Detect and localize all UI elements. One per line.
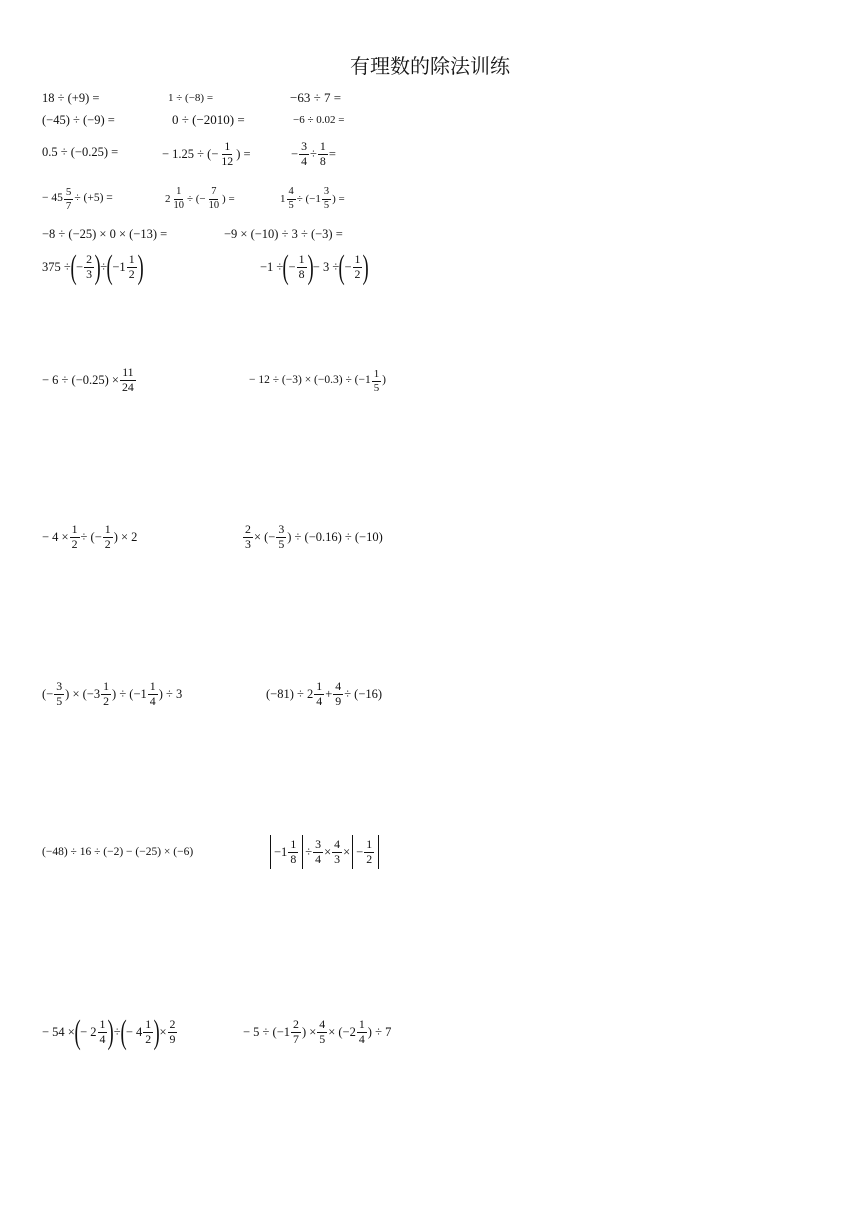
fraction: [318, 140, 328, 168]
denominator: 10: [208, 199, 220, 211]
denominator: 2: [366, 851, 373, 866]
numerator: 1: [319, 138, 326, 153]
expr-text: −: [344, 259, 352, 274]
denominator: 10: [173, 199, 184, 211]
fraction: [372, 368, 381, 394]
left-paren: (: [106, 248, 113, 286]
expr-text: ÷ (−: [80, 529, 102, 544]
fraction: [148, 680, 158, 708]
left-paren: (: [338, 248, 345, 286]
problem-12: [243, 1014, 391, 1050]
page-title: 有理数的除法训练: [350, 54, 510, 78]
numerator: 1: [298, 251, 305, 266]
problem-8: [266, 677, 382, 711]
exercise-1: 18 ÷ (+9) =: [42, 91, 100, 105]
expr-text: 2: [165, 192, 171, 205]
denominator: 24: [121, 379, 134, 394]
left-paren: (: [282, 248, 290, 286]
expr-text: −1: [274, 844, 288, 859]
expr-text: ) ÷ (−0.16) ÷ (−10): [287, 529, 383, 544]
exercise-7: 0.5 ÷ (−0.25) =: [42, 145, 119, 159]
right-paren: ): [307, 248, 314, 286]
expr-text: ÷: [100, 259, 108, 274]
denominator: 2: [71, 536, 78, 551]
fraction: [172, 186, 186, 211]
expr-text: − 54 ×: [42, 1024, 75, 1039]
fraction: [288, 838, 298, 866]
expr-text: −: [288, 259, 296, 274]
denominator: 9: [335, 693, 342, 708]
fraction: [332, 838, 342, 866]
expr-text: − 2: [80, 1024, 97, 1039]
numerator: 1: [103, 678, 110, 693]
fraction: [357, 1018, 367, 1046]
expr-text: ) =: [222, 192, 235, 205]
fraction: [314, 680, 324, 708]
exercise-5: 0 ÷ (−2010) =: [172, 112, 245, 127]
problem-10: [268, 834, 381, 870]
fraction: [127, 253, 137, 281]
exercise-4: (−45) ÷ (−9) =: [42, 113, 115, 127]
denominator: 8: [319, 153, 326, 168]
expr-text: ÷ (+5) =: [74, 192, 113, 205]
denominator: 2: [104, 536, 111, 551]
denominator: 4: [316, 693, 323, 708]
problem-1: [42, 248, 143, 286]
numerator: 1: [224, 138, 231, 153]
denominator: 8: [298, 266, 305, 281]
denominator: 2: [145, 1031, 152, 1046]
expr-text: − 6 ÷ (−0.25) ×: [42, 372, 119, 387]
fraction: [84, 253, 94, 281]
denominator: 2: [103, 693, 110, 708]
denominator: 3: [334, 851, 341, 866]
exercise-6: −6 ÷ 0.02 =: [293, 114, 345, 126]
fraction: [313, 838, 323, 866]
problem-2: [260, 248, 369, 286]
numerator: 1: [71, 521, 78, 536]
denominator: 5: [288, 199, 294, 211]
left-paren: (: [120, 1013, 127, 1051]
numerator: 11: [122, 364, 134, 379]
numerator: 7: [209, 186, 218, 199]
expr-text: ) × 2: [113, 529, 138, 544]
expr-text: −: [291, 146, 299, 161]
expr-text: − 5 ÷ (−1: [243, 1024, 290, 1039]
problem-9: (−48) ÷ 16 ÷ (−2) − (−25) × (−6): [42, 846, 194, 858]
expr-text: − 4: [125, 1024, 143, 1039]
numerator: 1: [290, 836, 297, 851]
fraction: [243, 523, 253, 551]
absolute-value: [270, 835, 303, 869]
right-paren: ): [137, 248, 144, 286]
fraction: [317, 1018, 327, 1046]
numerator: 3: [301, 138, 307, 153]
exercise-12: [280, 183, 345, 215]
expr-text: ) =: [332, 192, 345, 205]
fraction: [207, 186, 221, 211]
exercise-13: −8 ÷ (−25) × 0 × (−13) =: [42, 227, 168, 241]
fraction: [143, 1018, 153, 1046]
numerator: 2: [293, 1016, 299, 1031]
fraction: [101, 680, 111, 708]
numerator: 1: [145, 1016, 152, 1031]
expr-text: ÷ (−1: [296, 192, 321, 205]
right-paren: ): [108, 1013, 115, 1051]
expr-text: ÷: [305, 844, 313, 859]
expr-text: ÷: [310, 146, 317, 161]
fraction: [322, 186, 331, 211]
numerator: 4: [287, 186, 296, 199]
numerator: 1: [99, 1016, 106, 1031]
numerator: 1: [366, 836, 373, 851]
expr-text: 375 ÷: [42, 259, 71, 274]
numerator: 1: [358, 1016, 365, 1031]
fraction: [98, 1018, 108, 1046]
expr-text: =: [328, 146, 336, 161]
problem-4: [249, 365, 386, 397]
fraction: [287, 186, 296, 211]
expr-text: ) ÷ 3: [158, 686, 183, 701]
denominator: 5: [278, 536, 285, 551]
fraction: [120, 366, 136, 394]
exercise-11: [165, 183, 235, 215]
denominator: 4: [358, 1031, 365, 1046]
expr-text: −: [76, 259, 84, 274]
problem-3: [42, 362, 137, 398]
expr-text: ×: [159, 1024, 167, 1039]
right-paren: ): [94, 248, 101, 286]
right-paren: ): [153, 1013, 160, 1051]
fraction: [333, 680, 343, 708]
expr-text: ÷ (−: [186, 192, 206, 205]
expr-text: − 12 ÷ (−3) × (−0.3) ÷ (−1: [249, 374, 371, 387]
fraction: [276, 523, 286, 551]
numerator: 1: [128, 251, 135, 266]
denominator: 4: [315, 851, 322, 866]
fraction: [297, 253, 307, 281]
expr-text: ) × (−3: [65, 686, 101, 701]
denominator: 2: [128, 266, 135, 281]
left-paren: (: [70, 248, 77, 286]
denominator: 7: [65, 199, 72, 212]
fraction: [64, 186, 73, 212]
numerator: 3: [322, 186, 331, 199]
expr-text: ) ×: [301, 1024, 317, 1039]
expr-text: (−: [42, 686, 54, 701]
fraction: [103, 523, 113, 551]
expr-text: −1 ÷: [260, 259, 284, 274]
exercise-9: [291, 138, 336, 170]
fraction: [353, 253, 363, 281]
numerator: 1: [316, 678, 323, 693]
absolute-value: [352, 835, 379, 869]
exercise-8: [162, 138, 251, 170]
numerator: 1: [373, 367, 380, 380]
exercise-10: [42, 183, 113, 215]
expr-text: − 3 ÷: [312, 259, 340, 274]
denominator: 4: [149, 693, 156, 708]
expr-text: ) ÷ (−1: [112, 686, 147, 701]
fraction: [70, 523, 80, 551]
problem-6: [242, 520, 383, 554]
numerator: 1: [104, 521, 111, 536]
numerator: 5: [65, 185, 72, 198]
denominator: 5: [319, 1031, 326, 1046]
expr-text: − 4 ×: [42, 529, 69, 544]
denominator: 3: [245, 536, 251, 551]
fraction: [299, 140, 309, 168]
numerator: 1: [149, 678, 156, 693]
denominator: 4: [301, 153, 307, 168]
denominator: 7: [293, 1031, 299, 1046]
numerator: 4: [335, 678, 342, 693]
fraction: [54, 680, 64, 708]
fraction: [291, 1018, 301, 1046]
exercise-14: −9 × (−10) ÷ 3 ÷ (−3) =: [224, 227, 343, 241]
numerator: 3: [56, 678, 63, 693]
expr-text: × (−: [253, 529, 276, 544]
problem-7: [42, 677, 182, 711]
numerator: 4: [319, 1016, 326, 1031]
fraction: [219, 140, 235, 168]
denominator: 4: [99, 1031, 106, 1046]
numerator: 3: [278, 521, 285, 536]
expr-text: ÷: [113, 1024, 121, 1039]
left-paren: (: [74, 1013, 81, 1051]
expr-text: −: [356, 844, 364, 859]
expr-text: − 1.25 ÷ (−: [162, 146, 219, 161]
denominator: 9: [169, 1031, 176, 1046]
expr-text: ) =: [236, 146, 251, 161]
denominator: 5: [373, 381, 380, 394]
right-paren: ): [363, 248, 370, 286]
expr-text: ): [382, 374, 386, 387]
denominator: 8: [290, 851, 297, 866]
exercise-3: −63 ÷ 7 =: [290, 90, 342, 105]
expr-text: ÷ (−16): [344, 686, 383, 701]
numerator: 2: [86, 251, 92, 266]
numerator: 1: [174, 186, 183, 199]
numerator: 3: [315, 836, 322, 851]
fraction: [364, 838, 374, 866]
expr-text: − 45: [42, 192, 63, 205]
exercise-2: 1 ÷ (−8) =: [168, 92, 214, 104]
numerator: 4: [334, 836, 341, 851]
expr-text: −1: [112, 259, 126, 274]
denominator: 5: [56, 693, 63, 708]
denominator: 3: [86, 266, 92, 281]
numerator: 1: [354, 251, 361, 266]
fraction: [168, 1018, 178, 1046]
denominator: 5: [323, 199, 330, 211]
problem-11: [42, 1012, 178, 1052]
numerator: 2: [245, 521, 251, 536]
expr-text: (−81) ÷ 2: [266, 686, 314, 701]
expr-text: ) ÷ 7: [367, 1024, 392, 1039]
denominator: 2: [354, 266, 361, 281]
expr-text: ×: [324, 844, 332, 859]
expr-text: ×: [343, 844, 351, 859]
expr-text: 1: [280, 192, 286, 205]
expr-text: × (−2: [328, 1024, 356, 1039]
denominator: 12: [221, 153, 234, 168]
numerator: 2: [169, 1016, 176, 1031]
expr-text: +: [325, 686, 333, 701]
problem-5: [42, 520, 137, 554]
